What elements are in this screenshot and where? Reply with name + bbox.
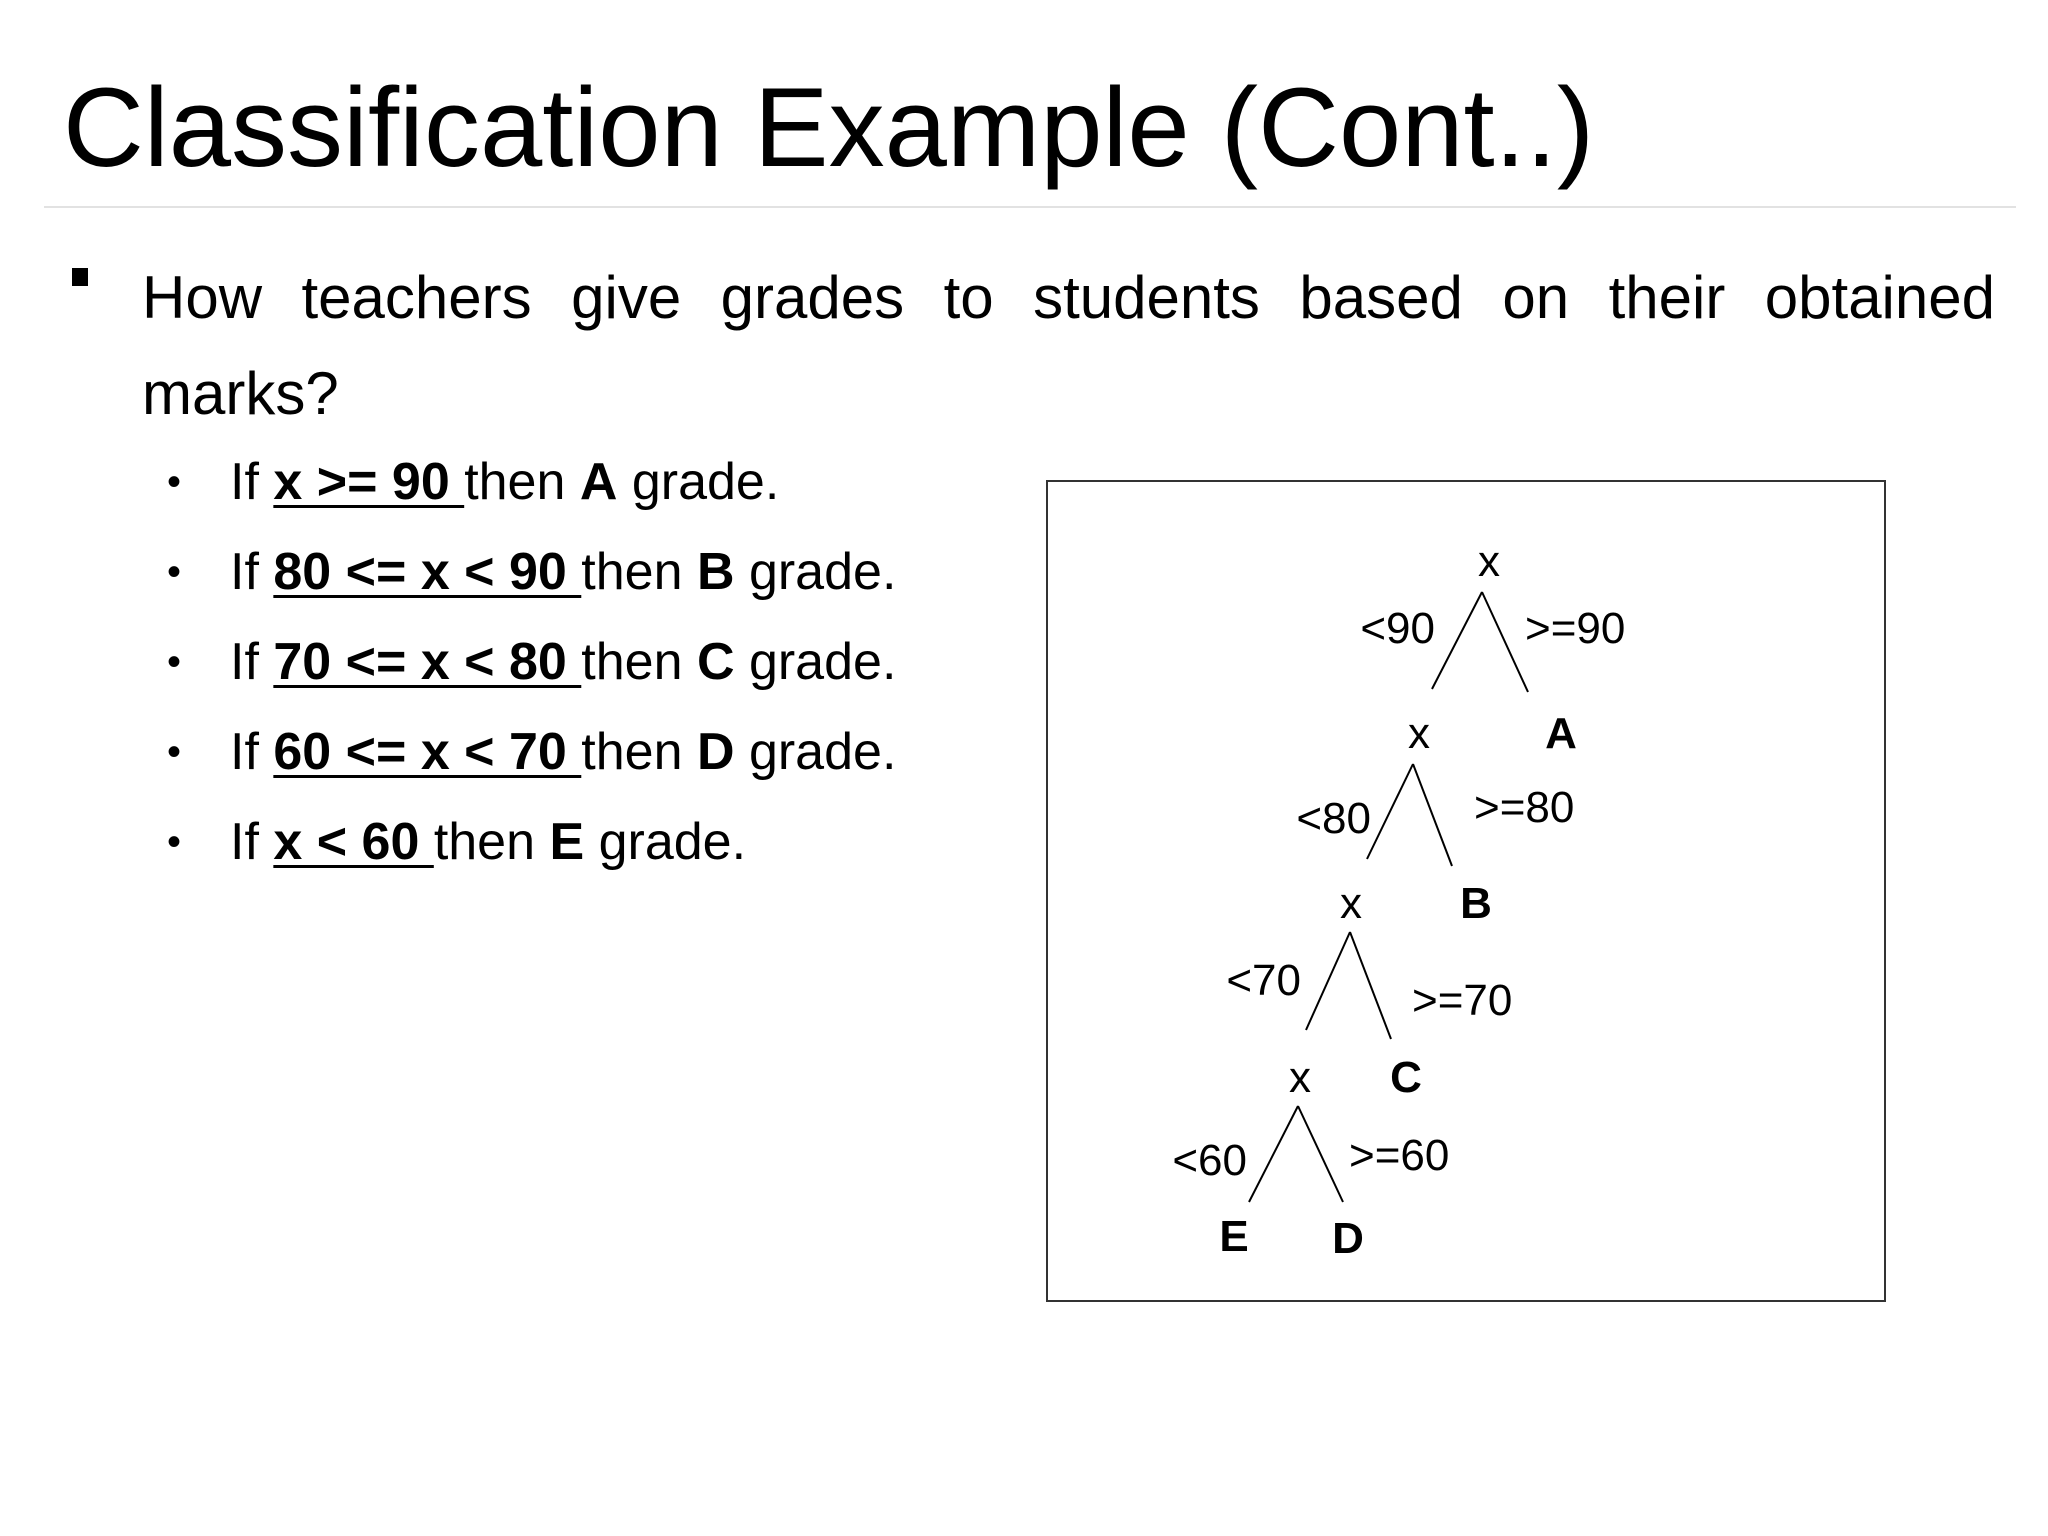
bullet-dot-icon: • <box>167 820 182 864</box>
rule-prefix: If <box>230 543 274 601</box>
main-point-text: How teachers give grades to students based on their obtained marks? <box>142 264 1995 427</box>
bullet-dot-icon: • <box>167 550 182 594</box>
rule-suffix: grade. <box>734 543 897 601</box>
edge-label-left: <90 <box>1360 604 1435 653</box>
rule-prefix: If <box>230 633 274 691</box>
bullet-dot-icon: • <box>167 460 182 504</box>
rule-condition: 60 <= x < 70 <box>273 723 582 781</box>
tree-leaf: A <box>1545 709 1577 758</box>
edge-label-right: >=80 <box>1474 783 1575 832</box>
rule-suffix: grade. <box>584 813 747 871</box>
rule-prefix: If <box>230 453 274 511</box>
rule-then: then <box>581 633 697 691</box>
rule-condition: 70 <= x < 80 <box>273 633 582 691</box>
edge-label-left: <60 <box>1172 1136 1247 1185</box>
rule-suffix: grade. <box>734 633 897 691</box>
bullet-dot-icon: • <box>167 640 182 684</box>
rule-condition: x < 60 <box>273 813 434 871</box>
rule-prefix: If <box>230 813 274 871</box>
bullet-dot-icon: • <box>167 730 182 774</box>
rule-grade: D <box>696 723 735 781</box>
tree-node: x <box>1289 1053 1311 1102</box>
rule-then: then <box>464 453 580 511</box>
tree-edge-left <box>1306 932 1350 1030</box>
tree-leaf: E <box>1219 1212 1249 1261</box>
tree-leaf: C <box>1390 1053 1422 1102</box>
slide-title: Classification Example (Cont..) <box>63 65 1595 190</box>
rule-grade: C <box>696 633 735 691</box>
edge-label-left: <70 <box>1226 956 1301 1005</box>
rule-suffix: grade. <box>734 723 897 781</box>
tree-node: x <box>1408 709 1430 758</box>
rule-then: then <box>581 543 697 601</box>
edge-label-right: >=60 <box>1349 1131 1450 1180</box>
tree-edge-left <box>1367 764 1413 859</box>
tree-edge-left <box>1249 1106 1298 1202</box>
edge-label-right: >=90 <box>1525 604 1626 653</box>
tree-leaf: D <box>1332 1214 1364 1263</box>
tree-edge-right <box>1350 932 1391 1039</box>
edge-label-right: >=70 <box>1412 976 1513 1025</box>
tree-edge-right <box>1413 764 1452 866</box>
rule-suffix: grade. <box>617 453 780 511</box>
tree-node: x <box>1340 879 1362 928</box>
rule-grade: B <box>696 543 735 601</box>
rule-grade: A <box>579 453 618 511</box>
tree-node: x <box>1478 537 1500 586</box>
rule-then: then <box>581 723 697 781</box>
rule-then: then <box>433 813 550 871</box>
tree-edge-left <box>1432 592 1482 689</box>
edge-label-left: <80 <box>1296 794 1371 843</box>
tree-edge-right <box>1482 592 1528 692</box>
tree-leaf: B <box>1460 879 1492 928</box>
rule-prefix: If <box>230 723 274 781</box>
rule-grade: E <box>549 813 585 871</box>
rule-condition: x >= 90 <box>273 453 465 511</box>
rule-condition: 80 <= x < 90 <box>273 543 582 601</box>
tree-edge-right <box>1298 1106 1343 1202</box>
